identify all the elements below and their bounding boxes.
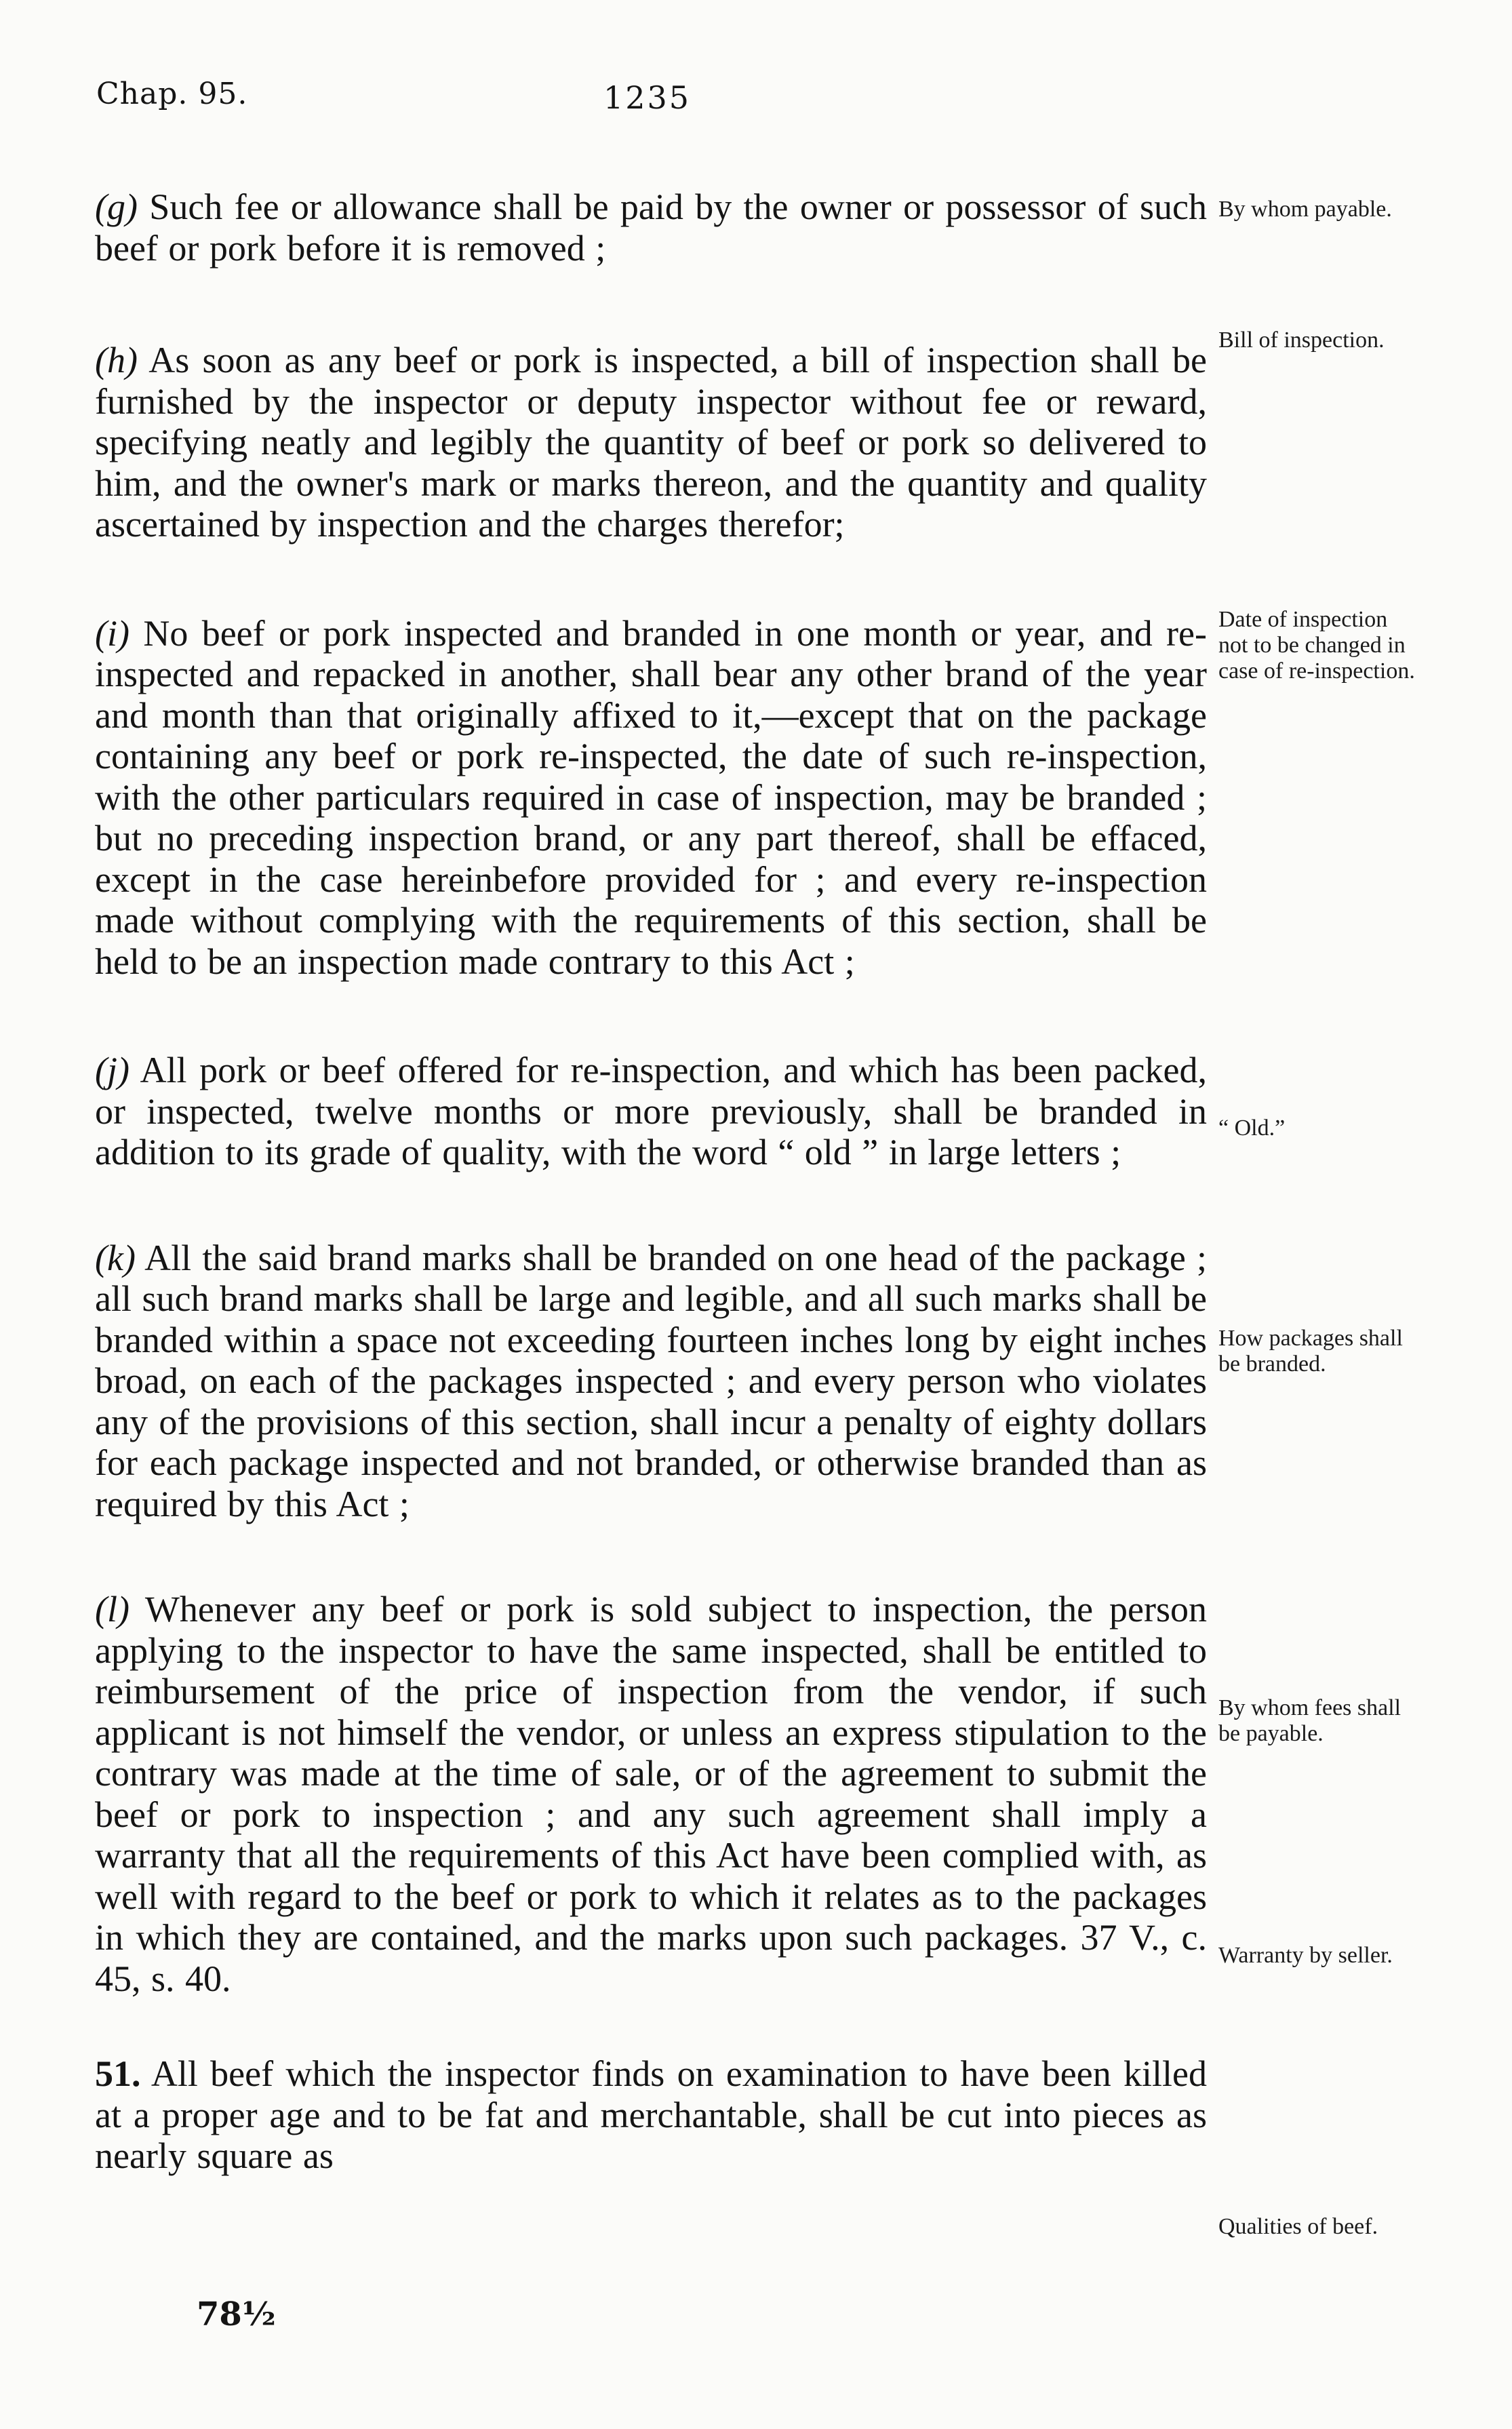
page-header <box>0 64 1512 132</box>
margin-note-by-whom-payable: By whom payable. <box>1218 197 1392 222</box>
page-number: 1235 <box>603 79 692 116</box>
paragraph-text: All pork or beef offered for re-inspection, and which has been packed, or inspected, twelve months or more previously, shall be branded in addition to its grade of quality, with the word “ old ” in large letters ; <box>95 1050 1207 1172</box>
paragraph-mark: (i) <box>95 612 130 654</box>
margin-note-how-branded: How packages shall be branded. <box>1218 1326 1403 1377</box>
margin-note-qualities-of-beef: Qualities of beef. <box>1218 2214 1378 2239</box>
paragraph-g <box>95 186 1207 269</box>
paragraph-text: No beef or pork inspected and branded in one month or year, and re-inspected and repacked in another, shall bear any other brand of the year and month than that originally affixed to it,—except that on the package containing any beef or pork re-inspected, the date of such re-inspection, with the other particulars required in case of inspection, may be branded ; but no preceding inspection brand, or any part thereof, shall be effaced, except in the case hereinbefore provided for ; and every re-inspection made without complying with the requirements of this section, shall be held to be an inspection made contrary to this Act ; <box>95 612 1207 982</box>
paragraph-mark: (g) <box>95 186 138 227</box>
paragraph-mark: (k) <box>95 1237 136 1278</box>
paragraph-mark: (j) <box>95 1050 130 1090</box>
paragraph-j <box>95 1050 1207 1173</box>
chapter-label: Chap. 95. <box>96 77 248 111</box>
section-51 <box>95 2053 1207 2177</box>
signature-mark: 78½ <box>197 2295 276 2333</box>
paragraph-i <box>95 613 1207 983</box>
paragraph-text: All the said brand marks shall be branded on one head of the package ; all such brand marks shall be large and legible, and all such marks shall be branded within a space not exceeding fourteen inches long by eight inches broad, on each of the packages inspected ; and every person who violates any of the provisions of this section, shall incur a penalty of eighty dollars for each package inspected and not branded, or otherwise branded than as required by this Act ; <box>95 1237 1207 1524</box>
paragraph-text: All beef which the inspector finds on examination to have been killed at a proper age and to be fat and merchantable, shall be cut into pieces as nearly square as <box>95 2053 1207 2176</box>
margin-note-bill-of-inspection: Bill of inspection. <box>1218 328 1385 353</box>
paragraph-text: Such fee or allowance shall be paid by the owner or possessor of such beef or pork before it is removed ; <box>95 186 1208 269</box>
paragraph-h <box>95 340 1207 545</box>
margin-note-fees-payable: By whom fees shall be payable. <box>1218 1695 1401 1746</box>
statute-text <box>95 186 1207 2177</box>
paragraph-text: As soon as any beef or pork is inspected, a bill of inspection shall be furnished by the inspector or deputy inspector without fee or reward, specifying neatly and legibly the quantity of beef or pork so delivered to him, and the owner's mark or marks thereon, and the quantity and quality ascertained by inspection and the charges therefor; <box>95 340 1207 545</box>
paragraph-k <box>95 1238 1207 1525</box>
margin-note-date-of-inspection: Date of inspection not to be changed in case of re-inspection. <box>1218 607 1415 684</box>
section-number: 51. <box>95 2053 141 2094</box>
paragraph-mark: (h) <box>95 340 138 380</box>
paragraph-l <box>95 1589 1207 1999</box>
margin-note-warranty: Warranty by seller. <box>1218 1943 1393 1968</box>
paragraph-text: Whenever any beef or pork is sold subject to inspection, the person applying to the inspector to have the same inspected, shall be entitled to reimbursement of the price of inspection from the vendor, if such applicant is not himself the vendor, or unless an express stipulation to the contrary was made at the time of sale, or of the agreement to submit the beef or pork to inspection ; and any such agreement shall imply a warranty that all the requirements of this Act have been complied with, as well with regard to the beef or pork to which it relates as to the packages in which they are contained, and the marks upon such packages. 37 V., c. 45, s. 40. <box>95 1589 1207 1999</box>
margin-note-old: “ Old.” <box>1218 1115 1286 1141</box>
paragraph-mark: (l) <box>95 1589 130 1630</box>
